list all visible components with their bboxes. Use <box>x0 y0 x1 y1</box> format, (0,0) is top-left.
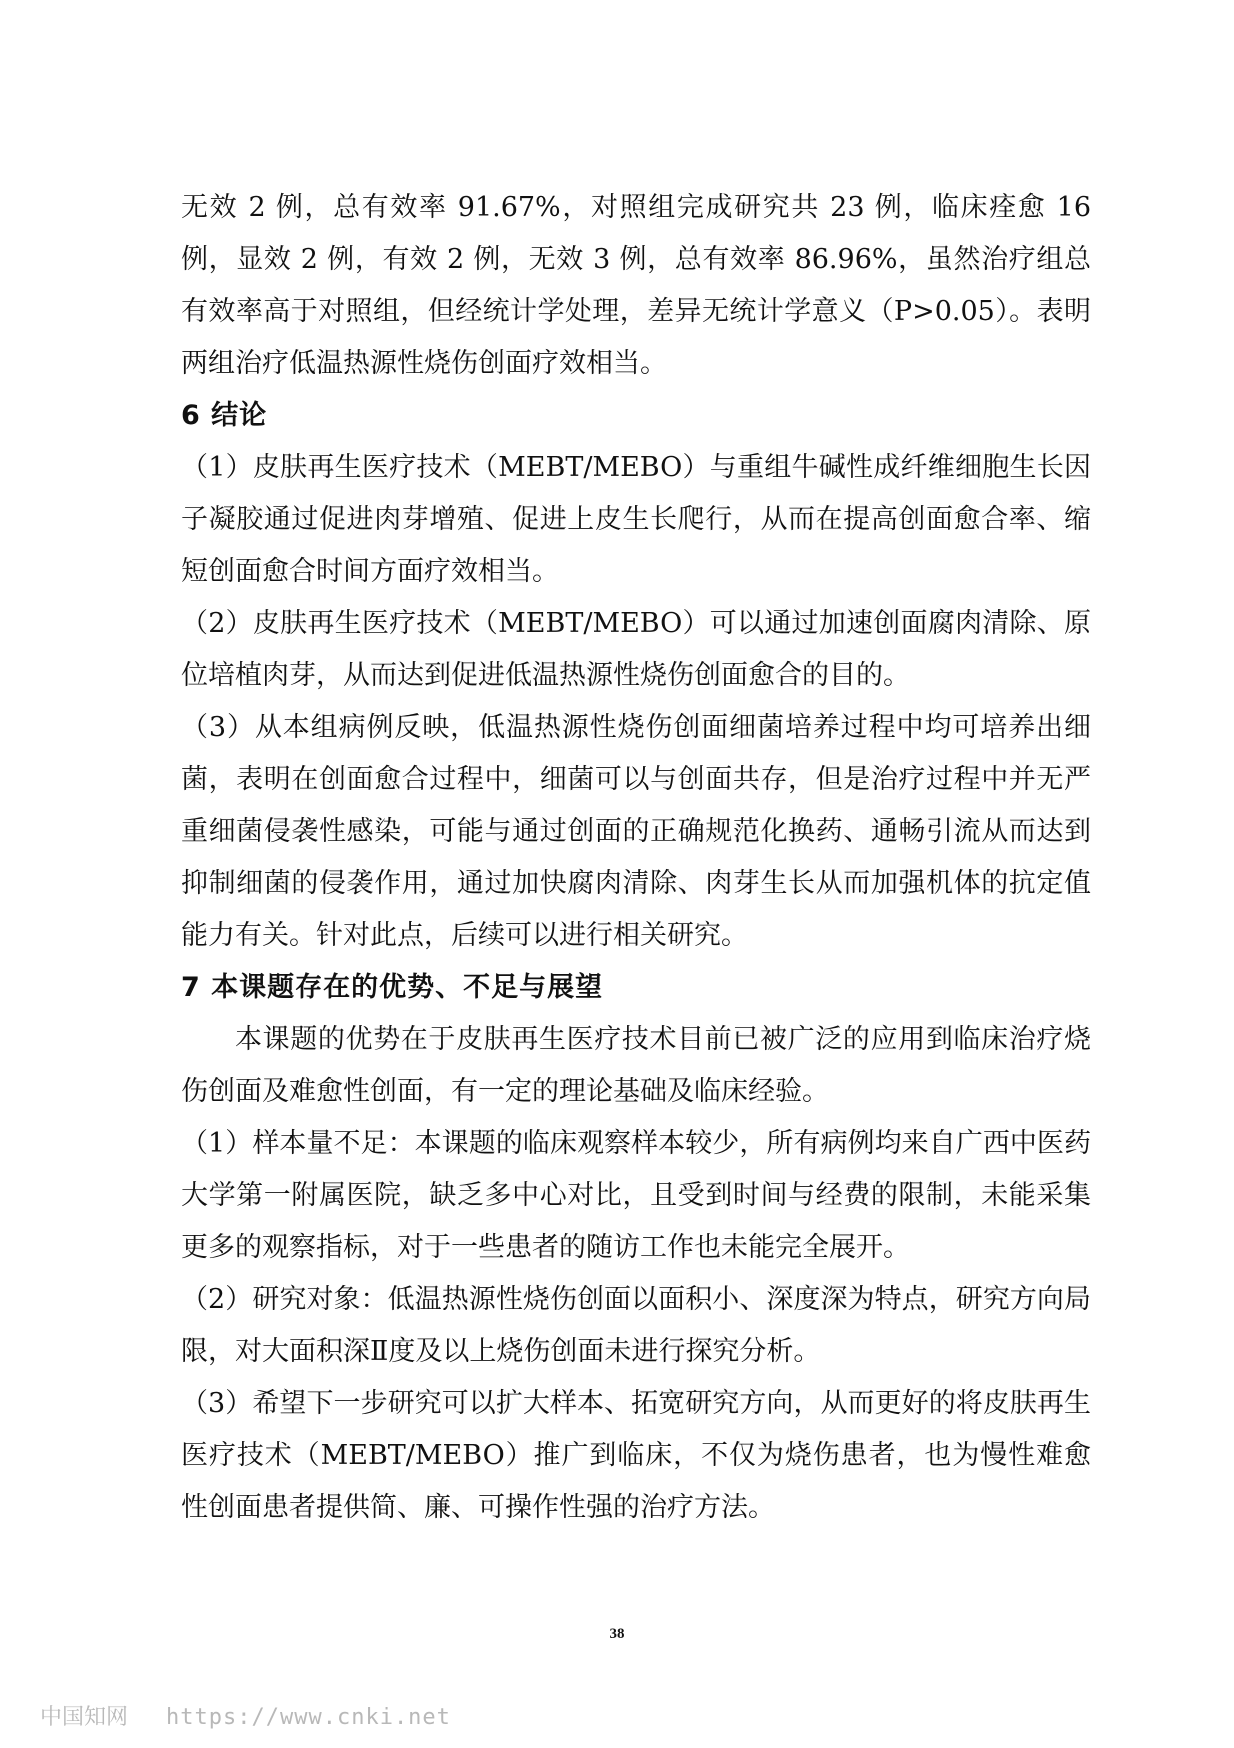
watermark-brand: 中国知网 <box>40 1705 129 1730</box>
watermark-url: https://www.cnki.net <box>166 1705 451 1730</box>
limitation-item-2: （2）研究对象：低温热源性烧伤创面以面积小、深度深为特点，研究方向局限，对大面积深Ⅱ度及以上烧伤创面未进行探究分析。 <box>181 1284 1091 1367</box>
conclusion-item-3: （3）从本组病例反映，低温热源性烧伤创面细菌培养过程中均可培养出细菌，表明在创面愈合过程中，细菌可以与创面共存，但是治疗过程中并无严重细菌侵袭性感染，可能与通过创面的正确规范化换药、通畅引流从而达到抑制细菌的侵袭作用，通过加快腐肉清除、肉芽生长从而加强机体的抗定值能力有关。针对此点，后续可以进行相关研究。 <box>181 712 1091 951</box>
page-number: 38 <box>609 1626 625 1642</box>
conclusion-item-1: （1）皮肤再生医疗技术（MEBT/MEBO）与重组牛碱性成纤维细胞生长因子凝胶通过促进肉芽增殖、促进上皮生长爬行，从而在提高创面愈合率、缩短创面愈合时间方面疗效相当。 <box>181 452 1091 587</box>
page-body <box>181 182 1091 1534</box>
cnki-watermark <box>40 1700 451 1731</box>
section-7-heading: 7 本课题存在的优势、不足与展望 <box>181 972 604 1003</box>
intro-paragraph: 无效 2 例，总有效率 91.67%，对照组完成研究共 23 例，临床痊愈 16 例，显效 2 例，有效 2 例，无效 3 例，总有效率 86.96%，虽然治疗组总有效率高于对照组，但经统计学处理，差异无统计学意义（P>0.05）。表明两组治疗低温热源性烧伤创面疗效相当。 <box>181 192 1091 379</box>
section-7-intro: 本课题的优势在于皮肤再生医疗技术目前已被广泛的应用到临床治疗烧伤创面及难愈性创面，有一定的理论基础及临床经验。 <box>181 1024 1091 1107</box>
section-6-heading: 6 结论 <box>181 400 268 431</box>
conclusion-item-2: （2）皮肤再生医疗技术（MEBT/MEBO）可以通过加速创面腐肉清除、原位培植肉芽，从而达到促进低温热源性烧伤创面愈合的目的。 <box>181 608 1091 691</box>
limitation-item-3: （3）希望下一步研究可以扩大样本、拓宽研究方向，从而更好的将皮肤再生医疗技术（MEBT/MEBO）推广到临床，不仅为烧伤患者，也为慢性难愈性创面患者提供简、廉、可操作性强的治疗方法。 <box>181 1388 1091 1523</box>
limitation-item-1: （1）样本量不足：本课题的临床观察样本较少，所有病例均来自广西中医药大学第一附属医院，缺乏多中心对比，且受到时间与经费的限制，未能采集更多的观察指标，对于一些患者的随访工作也未能完全展开。 <box>181 1128 1091 1263</box>
